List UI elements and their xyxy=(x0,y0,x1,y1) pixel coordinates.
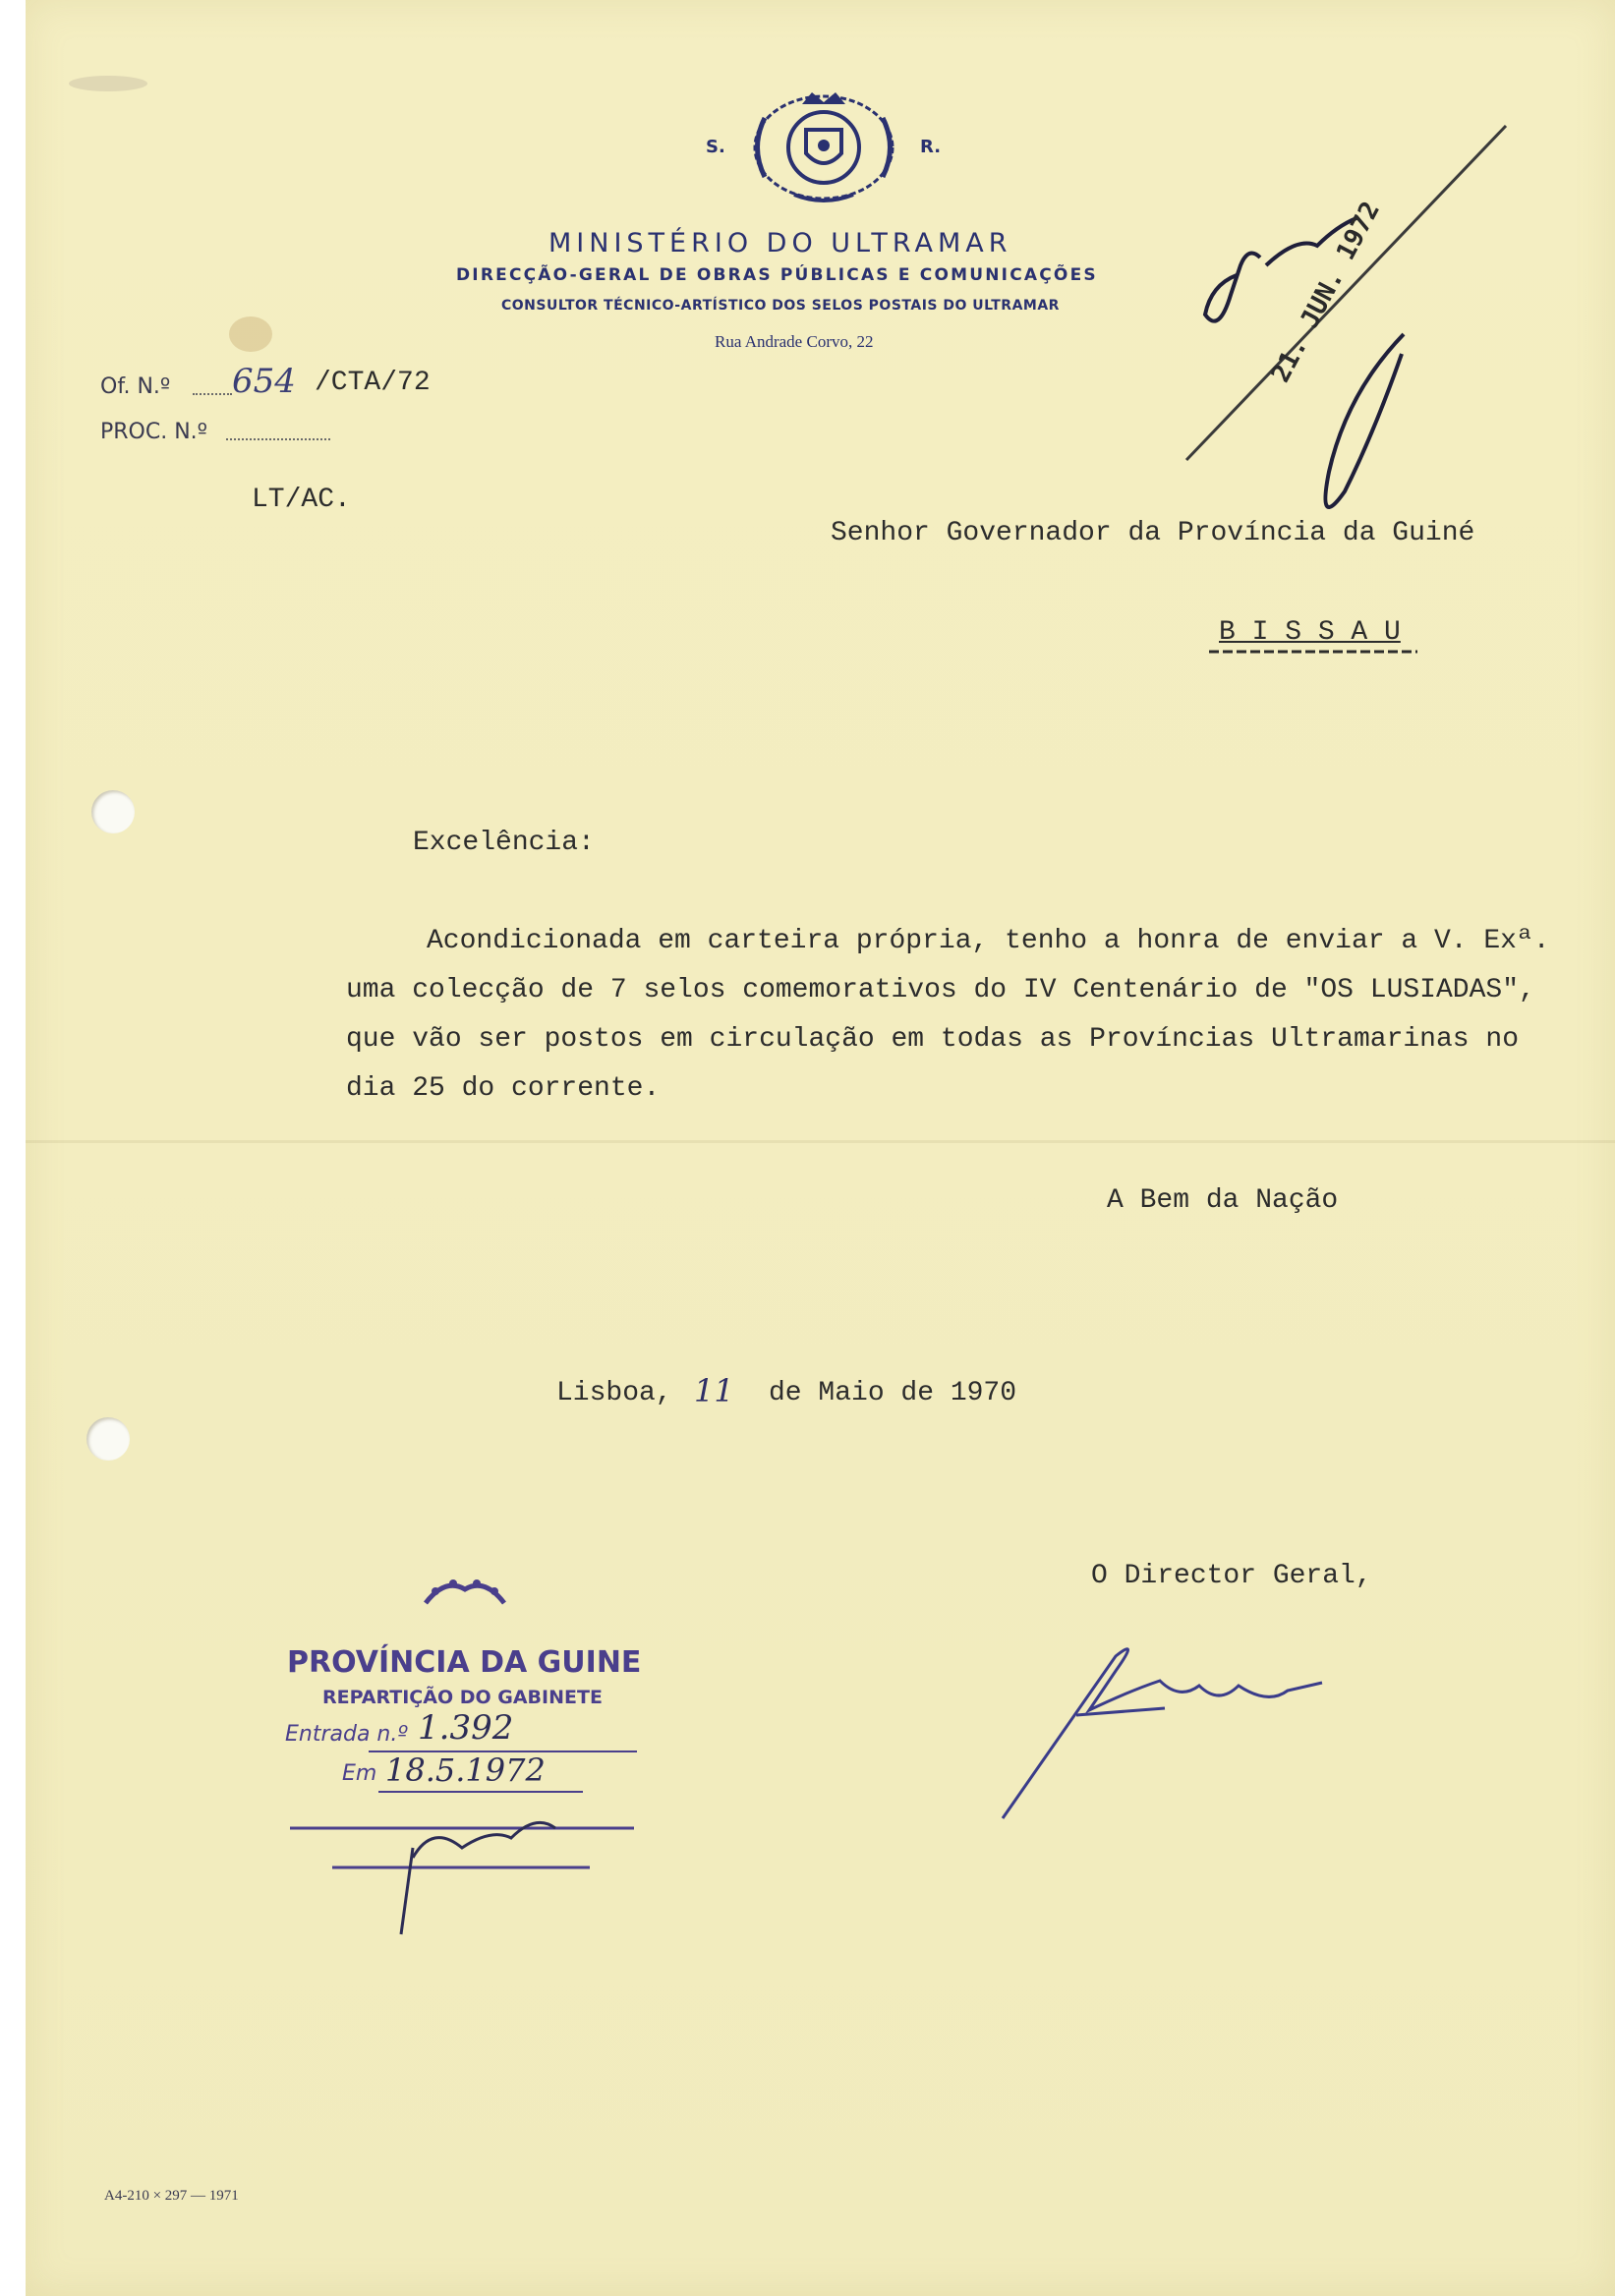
closing-phrase: A Bem da Nação xyxy=(1107,1185,1339,1216)
entry-label: Entrada n.º xyxy=(285,1722,408,1747)
letterhead-s-mark: S. xyxy=(706,137,725,157)
initials-mark xyxy=(401,1822,555,1934)
date-day: 11 xyxy=(694,1372,734,1409)
ministry-title: MINISTÉRIO DO ULTRAMAR xyxy=(548,228,1012,258)
smudge xyxy=(69,76,147,91)
received-date-stamp: 21. JUN. 1972 xyxy=(1266,197,1387,388)
date-suffix: de Maio de 1970 xyxy=(769,1378,1017,1408)
form-code: A4-210 × 297 — 1971 xyxy=(104,2188,239,2204)
of-number-label: Of. N.º xyxy=(100,374,171,399)
body-line: dia 25 do corrente. xyxy=(346,1073,661,1104)
addressee-city: B I S S A U xyxy=(1219,617,1401,648)
province-stamp-title: PROVÍNCIA DA GUINE xyxy=(287,1645,642,1680)
body-line: uma colecção de 7 selos comemorativos do IV Centenário de "OS LUSIADAS", xyxy=(346,975,1535,1005)
date-prefix: Lisboa, xyxy=(556,1378,672,1408)
salutation: Excelência: xyxy=(413,828,595,858)
body-line: que vão ser postos em circulação em todas as Províncias Ultramarinas no xyxy=(346,1024,1519,1055)
stain xyxy=(229,316,272,352)
body-line: Acondicionada em carteira própria, tenho a honra de enviar a V. Exª. xyxy=(427,926,1550,956)
stamp-crown-icon xyxy=(426,1579,504,1603)
signature xyxy=(1003,1649,1322,1818)
coat-of-arms-icon xyxy=(755,92,893,201)
letterhead-r-mark: R. xyxy=(920,137,942,157)
of-suffix: /CTA/72 xyxy=(315,368,431,398)
consultant-title: CONSULTOR TÉCNICO-ARTÍSTICO DOS SELOS POSTAIS DO ULTRAMAR xyxy=(501,298,1060,314)
province-stamp-subtitle: REPARTIÇÃO DO GABINETE xyxy=(322,1687,603,1708)
entry-number: 1.392 xyxy=(418,1708,514,1748)
letterhead-address: Rua Andrade Corvo, 22 xyxy=(715,332,874,351)
em-label: Em xyxy=(342,1761,377,1786)
dotted-line xyxy=(226,438,330,440)
reference-initials: LT/AC. xyxy=(252,485,351,515)
proc-number-label: PROC. N.º xyxy=(100,420,208,444)
dotted-line xyxy=(193,393,232,395)
handwritten-mark xyxy=(1186,126,1506,460)
directorate-title: DIRECÇÃO-GERAL DE OBRAS PÚBLICAS E COMUNICAÇÕES xyxy=(456,265,1098,285)
em-date: 18.5.1972 xyxy=(385,1751,546,1789)
of-number: 654 xyxy=(232,362,296,401)
handwritten-mark xyxy=(1325,334,1404,507)
handwritten-mark xyxy=(1205,254,1260,321)
signatory-title: O Director Geral, xyxy=(1091,1561,1372,1591)
addressee-line: Senhor Governador da Província da Guiné xyxy=(831,518,1475,548)
